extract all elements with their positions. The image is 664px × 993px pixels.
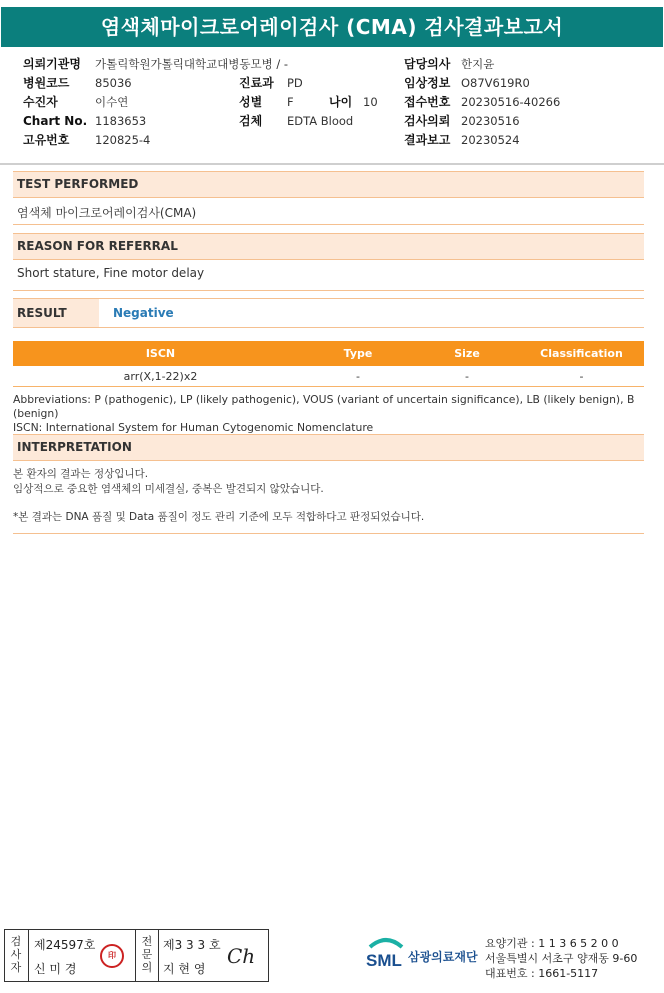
interpretation-line: 본 환자의 결과는 정상입니다. xyxy=(13,468,149,480)
reason-heading: REASON FOR REFERRAL xyxy=(13,233,644,260)
org-name: 삼광의료재단 xyxy=(408,950,478,964)
unique-label: 고유번호 xyxy=(23,133,70,147)
quality-note: *본 결과는 DNA 품질 및 Data 품질이 정도 관리 기준에 모두 적합하다고 판정되었습니다. xyxy=(13,511,425,523)
report-title: 염색체마이크로어레이검사 (CMA) 검사결과보고서 xyxy=(1,7,663,47)
institution-value: 가톨릭학원가톨릭대학교대병동모병 / - xyxy=(95,57,289,71)
col-size: Size xyxy=(454,347,480,360)
result-row xyxy=(13,298,644,328)
signature-box xyxy=(4,929,269,982)
specialist-number: 제3 3 3 호 xyxy=(163,938,221,952)
doctor-value: 한지윤 xyxy=(461,57,495,71)
specialist-name: 지 현 영 xyxy=(163,962,206,976)
dept-value: PD xyxy=(287,76,303,90)
report-date-label: 결과보고 xyxy=(404,133,451,147)
patient-info-middle xyxy=(239,74,378,131)
col-type: Type xyxy=(343,347,373,360)
receiver-label: 수진자 xyxy=(23,95,58,109)
org-phone: 대표번호 : 1661-5117 xyxy=(485,967,599,980)
clinical-value: O87V619R0 xyxy=(461,76,530,90)
examiner-number: 제24597호 xyxy=(34,938,96,952)
section-divider xyxy=(13,533,644,534)
age-value: 10 xyxy=(363,95,378,109)
age-label: 나이 xyxy=(329,95,353,109)
cell-type: - xyxy=(356,370,360,383)
examiner-label-cell xyxy=(5,930,29,981)
examiner-name: 신 미 경 xyxy=(34,962,77,976)
report-date-value: 20230524 xyxy=(461,133,520,147)
hospital-code-label: 병원코드 xyxy=(23,76,70,90)
request-date-label: 검사의뢰 xyxy=(404,114,451,128)
interpretation-line: 임상적으로 중요한 염색체의 미세결실, 중복은 발견되지 않았습니다. xyxy=(13,483,324,495)
specialist-label: 전문의 xyxy=(141,935,153,974)
clinical-label: 임상정보 xyxy=(404,76,451,90)
specimen-label: 검체 xyxy=(239,114,263,128)
sml-logo xyxy=(364,935,408,979)
sml-logo-text: SML xyxy=(366,951,402,970)
abbreviations xyxy=(13,393,664,435)
col-iscn: ISCN xyxy=(145,347,176,360)
chart-label: Chart No. xyxy=(23,114,88,128)
org-address: 서울특별시 서초구 양재동 9-60 xyxy=(485,952,638,965)
dept-label: 진료과 xyxy=(239,76,274,90)
iscn-definition: ISCN: International System for Human Cytogenomic Nomenclature xyxy=(13,421,374,434)
hospital-code-value: 85036 xyxy=(95,76,132,90)
sml-logo-mark xyxy=(364,935,408,975)
doctor-label: 담당의사 xyxy=(404,57,451,71)
patient-info-right xyxy=(404,55,560,150)
section-divider xyxy=(13,290,644,291)
section-divider xyxy=(13,224,644,225)
specialist-label-cell xyxy=(135,930,159,981)
unique-value: 120825-4 xyxy=(95,133,151,147)
cell-iscn: arr(X,1-22)x2 xyxy=(123,370,198,383)
header-divider xyxy=(0,163,664,165)
test-performed-heading: TEST PERFORMED xyxy=(13,171,644,198)
interpretation-heading: INTERPRETATION xyxy=(13,434,644,461)
col-classification: Classification xyxy=(540,347,623,360)
chart-value: 1183653 xyxy=(95,114,147,128)
institution-label: 의뢰기관명 xyxy=(23,57,81,71)
receiver-value: 이수연 xyxy=(95,95,129,109)
org-code: 요양기관 : 1 1 3 6 5 2 0 0 xyxy=(485,937,619,950)
org-info xyxy=(485,936,637,981)
test-performed-content: 염색체 마이크로어레이검사(CMA) xyxy=(17,206,197,220)
examiner-label: 검사자 xyxy=(10,935,22,974)
sex-value: F xyxy=(287,95,294,109)
accession-label: 접수번호 xyxy=(404,95,451,109)
result-value: Negative xyxy=(113,306,174,320)
request-date-value: 20230516 xyxy=(461,114,520,128)
accession-value: 20230516-40266 xyxy=(461,95,561,109)
interpretation-content xyxy=(13,467,324,497)
specimen-value: EDTA Blood xyxy=(287,114,354,128)
sex-label: 성별 xyxy=(239,95,263,109)
reason-content: Short stature, Fine motor delay xyxy=(17,266,205,280)
seal-stamp: 印 xyxy=(100,944,124,968)
abbreviations-line: Abbreviations: P (pathogenic), LP (likely pathogenic), VOUS (variant of uncertain significance), LB (likely benign), B (benign) xyxy=(13,393,635,420)
result-label: RESULT xyxy=(13,299,99,327)
table-row xyxy=(13,368,644,387)
signature: Ch xyxy=(227,944,256,968)
cell-size: - xyxy=(465,370,469,383)
cell-classification: - xyxy=(579,370,584,383)
iscn-table-header xyxy=(13,341,644,366)
